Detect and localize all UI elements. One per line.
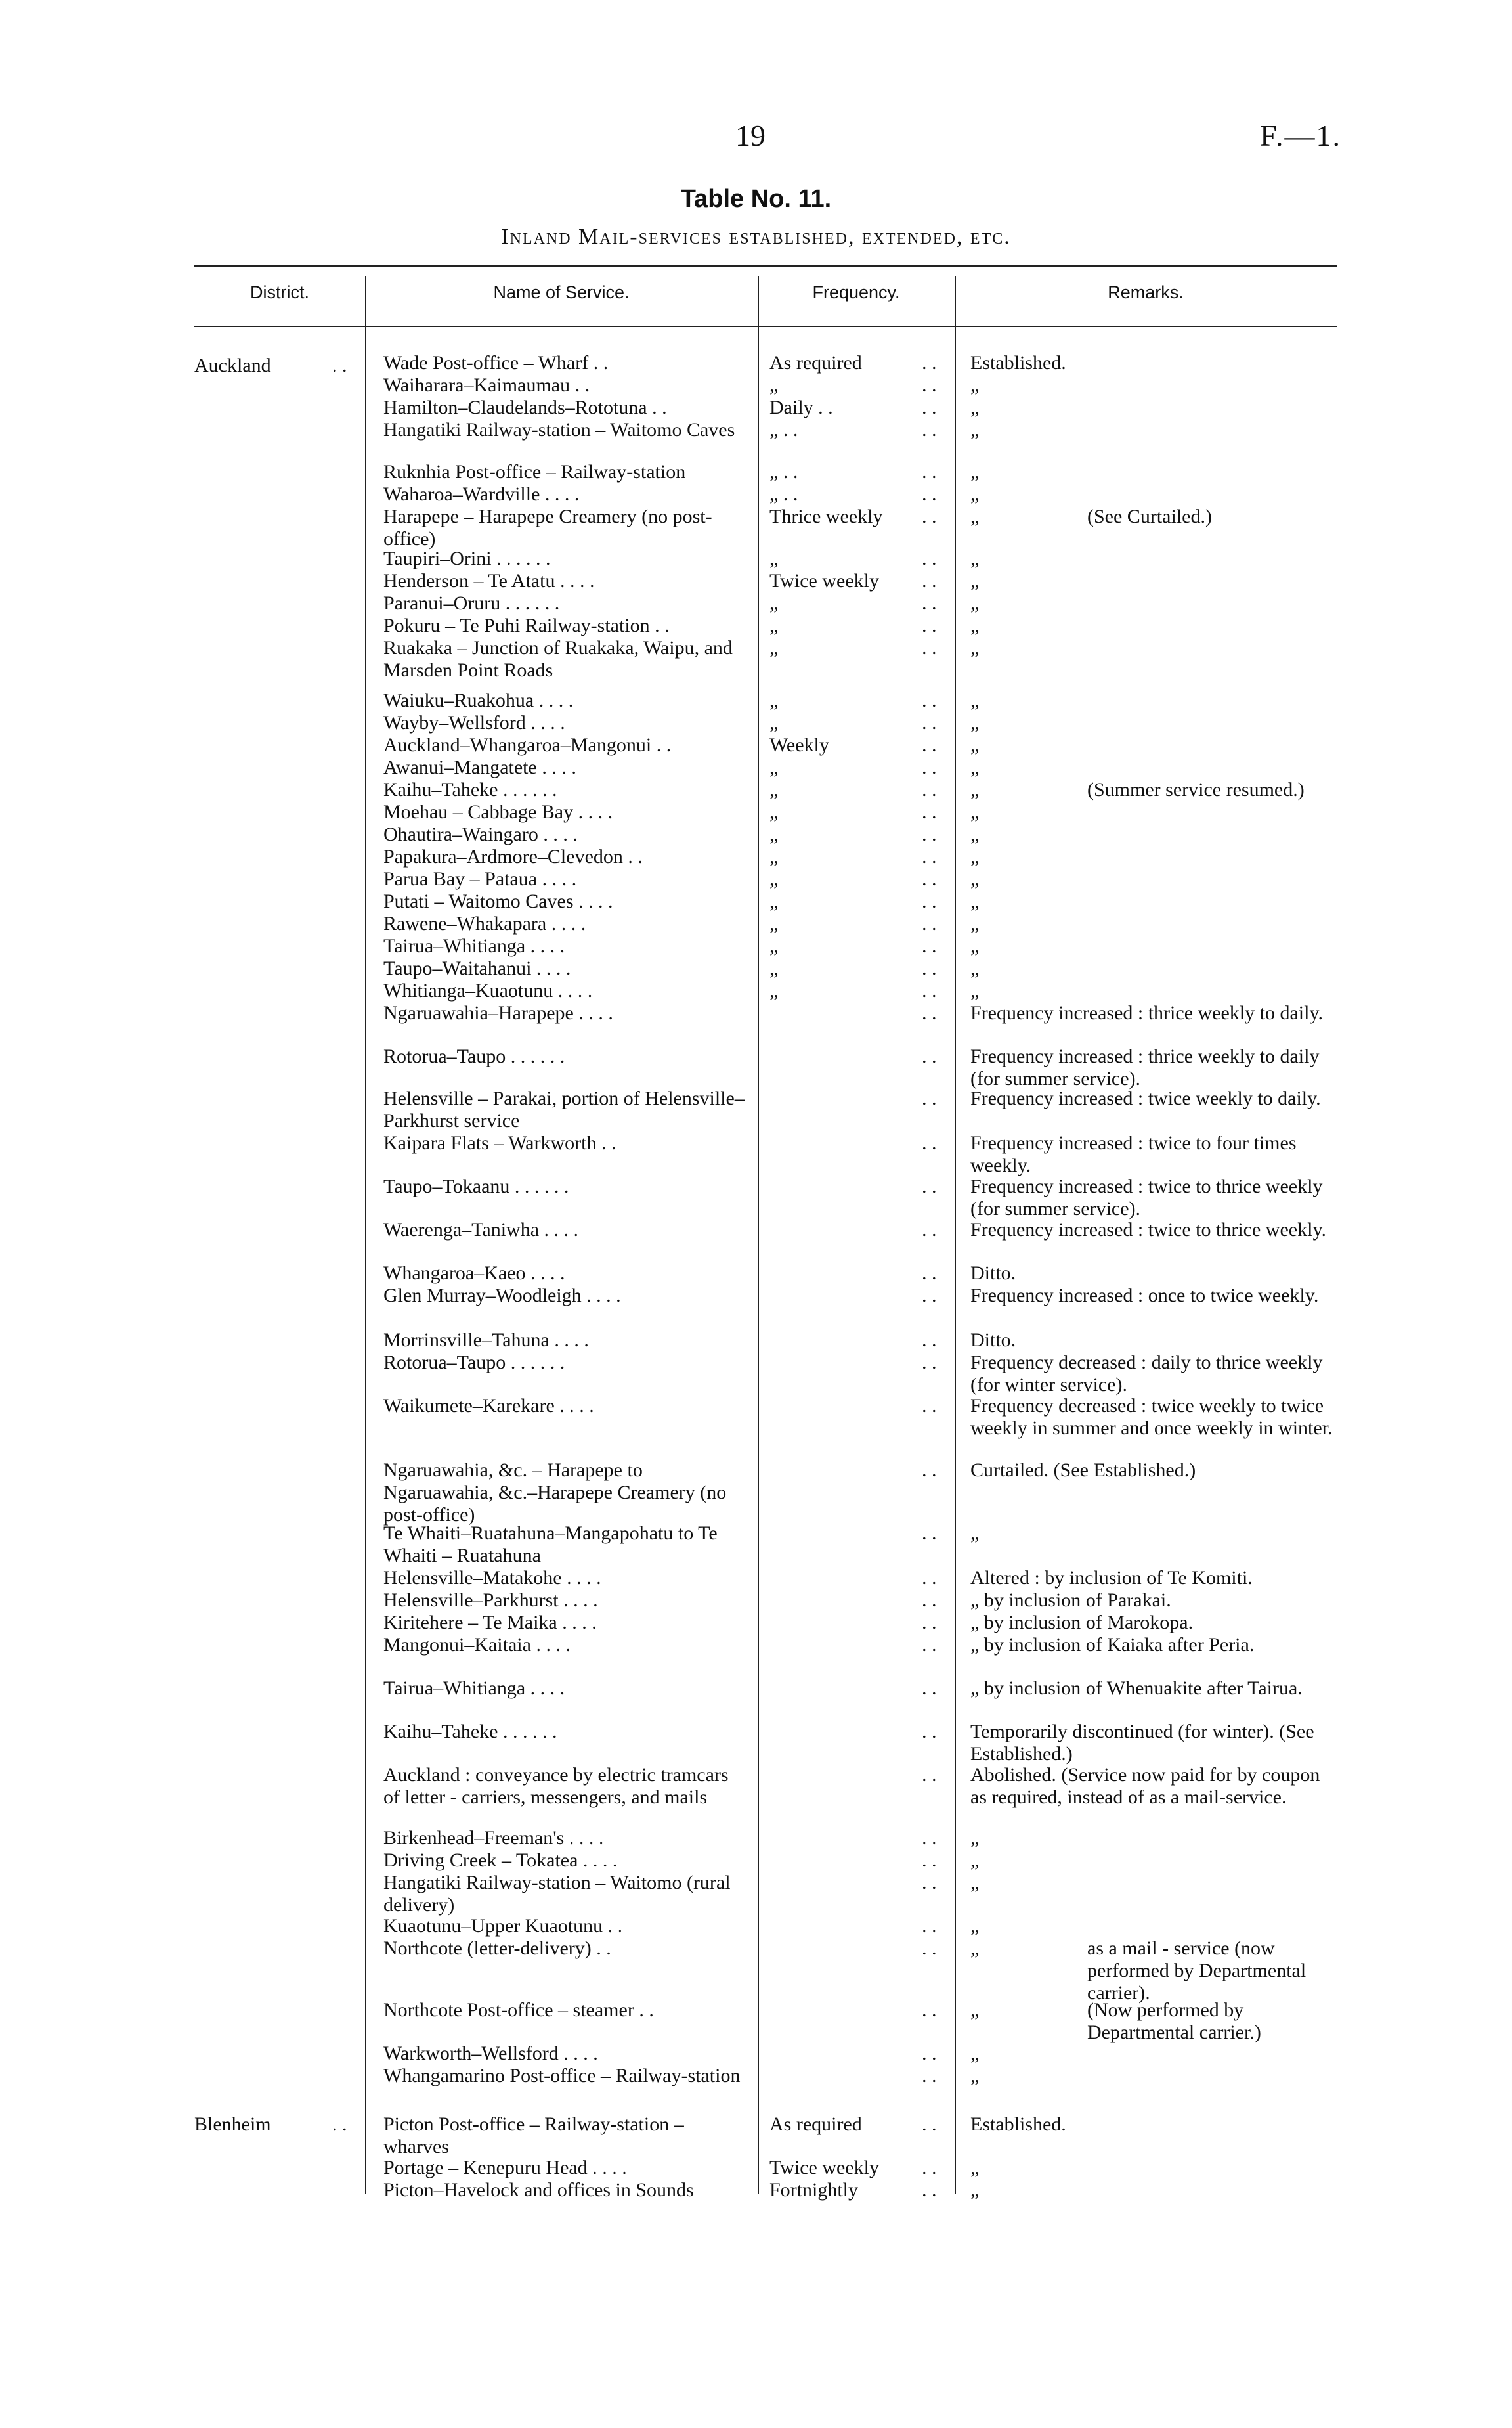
- service-name: Ngaruawahia, &c. – Harapepe to Ngaruawahia, &c.–Harapepe Creamery (no post-office): [383, 1459, 731, 1526]
- service-remarks: „: [970, 690, 980, 711]
- service-remarks: Frequency increased : twice weekly to daily.: [970, 1088, 1321, 1109]
- frequency-leader-dots: . .: [922, 824, 937, 845]
- service-frequency: „: [769, 846, 779, 868]
- service-name: Ngaruawahia–Harapepe . . . .: [383, 1002, 613, 1024]
- page-reference: F.—1.: [1260, 119, 1341, 152]
- service-remarks: „ by inclusion of Parakai.: [970, 1589, 1171, 1611]
- frequency-leader-dots: . .: [922, 1915, 937, 1937]
- service-remarks: Frequency decreased : daily to thrice weekly (for winter service).: [970, 1352, 1328, 1396]
- service-name: Auckland : conveyance by electric tramcars of letter - carriers, messengers, and mails: [383, 1764, 734, 1808]
- frequency-leader-dots: . .: [922, 1088, 937, 1109]
- service-remarks: „: [970, 757, 980, 778]
- service-name: Waerenga–Taniwha . . . .: [383, 1219, 579, 1241]
- service-frequency: „: [769, 935, 779, 957]
- service-remarks: Frequency increased : twice to thrice weekly.: [970, 1219, 1326, 1241]
- service-remarks: „: [970, 712, 980, 734]
- service-name: Taupo–Tokaanu . . . . . .: [383, 1176, 569, 1197]
- service-name: Kaihu–Taheke . . . . . .: [383, 779, 557, 801]
- service-frequency: As required: [769, 352, 862, 374]
- service-frequency: „: [769, 958, 779, 979]
- service-frequency: Twice weekly: [769, 2157, 879, 2178]
- service-name: Papakura–Ardmore–Clevedon . .: [383, 846, 643, 868]
- service-frequency: „ . .: [769, 461, 798, 483]
- service-remarks: „: [970, 1999, 980, 2021]
- column-divider-3: [955, 276, 956, 2194]
- service-name: Kiritehere – Te Maika . . . .: [383, 1612, 597, 1633]
- district-dots: . .: [332, 355, 347, 376]
- service-remarks: „: [970, 868, 980, 890]
- frequency-leader-dots: . .: [922, 397, 937, 418]
- service-name: Ruakaka – Junction of Ruakaka, Waipu, and Marsden Point Roads: [383, 637, 738, 681]
- header-district: District.: [250, 282, 309, 302]
- frequency-leader-dots: . .: [922, 1567, 937, 1589]
- frequency-leader-dots: . .: [922, 506, 937, 527]
- frequency-leader-dots: . .: [922, 1849, 937, 1871]
- service-name: Warkworth–Wellsford . . . .: [383, 2042, 598, 2064]
- frequency-leader-dots: . .: [922, 1046, 937, 1067]
- frequency-leader-dots: . .: [922, 1219, 937, 1241]
- service-name: Taupiri–Orini . . . . . .: [383, 548, 551, 569]
- service-remarks: „: [970, 824, 980, 845]
- frequency-leader-dots: . .: [922, 1827, 937, 1849]
- service-remarks: „: [970, 374, 980, 396]
- service-remarks: „ by inclusion of Marokopa.: [970, 1612, 1194, 1633]
- service-name: Helensville – Parakai, portion of Helensville–Parkhurst service: [383, 1088, 745, 1132]
- service-name: Awanui–Mangatete . . . .: [383, 757, 576, 778]
- frequency-leader-dots: . .: [922, 868, 937, 890]
- service-name: Rotorua–Taupo . . . . . .: [383, 1046, 565, 1067]
- service-name: Auckland–Whangaroa–Mangonui . .: [383, 734, 672, 756]
- frequency-leader-dots: . .: [922, 1262, 937, 1284]
- frequency-leader-dots: . .: [922, 1176, 937, 1197]
- frequency-leader-dots: . .: [922, 801, 937, 823]
- frequency-leader-dots: . .: [922, 1352, 937, 1373]
- frequency-leader-dots: . .: [922, 2065, 937, 2086]
- service-remarks: „: [970, 637, 980, 659]
- service-name: Kaipara Flats – Warkworth . .: [383, 1132, 616, 1154]
- service-remarks: „: [970, 1827, 980, 1849]
- service-remarks: „: [970, 483, 980, 505]
- service-name: Waiuku–Ruakohua . . . .: [383, 690, 574, 711]
- service-frequency: Daily . .: [769, 397, 833, 418]
- service-name: Henderson – Te Atatu . . . .: [383, 570, 595, 592]
- service-remarks: „: [970, 2065, 980, 2086]
- frequency-leader-dots: . .: [922, 548, 937, 569]
- remarks-note: as a mail - service (now performed by Departmental carrier).: [1087, 1937, 1311, 2004]
- service-name: Morrinsville–Tahuna . . . .: [383, 1329, 589, 1351]
- frequency-leader-dots: . .: [922, 1522, 937, 1544]
- service-frequency: „: [769, 824, 779, 845]
- service-name: Picton–Havelock and offices in Sounds: [383, 2179, 694, 2201]
- service-frequency: „: [769, 374, 779, 396]
- service-name: Driving Creek – Tokatea . . . .: [383, 1849, 618, 1871]
- service-name: Wayby–Wellsford . . . .: [383, 712, 565, 734]
- header-top-rule: [194, 265, 1337, 267]
- frequency-leader-dots: . .: [922, 352, 937, 374]
- frequency-leader-dots: . .: [922, 1677, 937, 1699]
- service-name: Portage – Kenepuru Head . . . .: [383, 2157, 627, 2178]
- header-remarks: Remarks.: [1108, 282, 1184, 302]
- frequency-leader-dots: . .: [922, 1872, 937, 1893]
- service-remarks: „: [970, 615, 980, 636]
- service-remarks: Ditto.: [970, 1329, 1016, 1351]
- frequency-leader-dots: . .: [922, 958, 937, 979]
- service-remarks: Frequency increased : twice to thrice weekly (for summer service).: [970, 1176, 1328, 1220]
- frequency-leader-dots: . .: [922, 1459, 937, 1481]
- service-remarks: „: [970, 779, 980, 801]
- service-name: Helensville–Matakohe . . . .: [383, 1567, 601, 1589]
- frequency-leader-dots: . .: [922, 1395, 937, 1417]
- service-remarks: „: [970, 734, 980, 756]
- service-frequency: Thrice weekly: [769, 506, 883, 527]
- service-name: Parua Bay – Pataua . . . .: [383, 868, 577, 890]
- service-name: Putati – Waitomo Caves . . . .: [383, 891, 613, 912]
- service-name: Whangamarino Post-office – Railway-station: [383, 2065, 741, 2086]
- remarks-note: (Now performed by Departmental carrier.): [1087, 1999, 1261, 2043]
- frequency-leader-dots: . .: [922, 891, 937, 912]
- service-name: Harapepe – Harapepe Creamery (no post-office): [383, 506, 712, 550]
- service-remarks: Curtailed. (See Established.): [970, 1459, 1196, 1481]
- column-divider-1: [365, 276, 366, 2194]
- service-remarks: „ by inclusion of Whenuakite after Tairua.: [970, 1677, 1303, 1699]
- service-remarks: „: [970, 1915, 980, 1937]
- frequency-leader-dots: . .: [922, 2179, 937, 2201]
- frequency-leader-dots: . .: [922, 2042, 937, 2064]
- service-name: Whitianga–Kuaotunu . . . .: [383, 980, 593, 1002]
- service-remarks: „: [970, 570, 980, 592]
- service-remarks: „: [970, 958, 980, 979]
- service-remarks: „: [970, 935, 980, 957]
- service-name: Northcote (letter-delivery) . .: [383, 1937, 611, 1959]
- frequency-leader-dots: . .: [922, 637, 937, 659]
- service-name: Paranui–Oruru . . . . . .: [383, 592, 560, 614]
- frequency-leader-dots: . .: [922, 779, 937, 801]
- frequency-leader-dots: . .: [922, 1285, 937, 1306]
- service-name: Hamilton–Claudelands–Rototuna . .: [383, 397, 667, 418]
- service-name: Rotorua–Taupo . . . . . .: [383, 1352, 565, 1373]
- service-remarks: „: [970, 2157, 980, 2178]
- frequency-leader-dots: . .: [922, 1764, 937, 1786]
- frequency-leader-dots: . .: [922, 2157, 937, 2178]
- service-remarks: „: [970, 1522, 980, 1544]
- service-name: Glen Murray–Woodleigh . . . .: [383, 1285, 621, 1306]
- service-name: Northcote Post-office – steamer . .: [383, 1999, 654, 2021]
- service-name: Kaihu–Taheke . . . . . .: [383, 1721, 557, 1742]
- service-name: Tairua–Whitianga . . . .: [383, 1677, 565, 1699]
- frequency-leader-dots: . .: [922, 1329, 937, 1351]
- service-remarks: „: [970, 891, 980, 912]
- service-remarks: Frequency increased : twice to four times weekly.: [970, 1132, 1301, 1176]
- frequency-leader-dots: . .: [922, 570, 937, 592]
- service-remarks: „: [970, 1872, 980, 1893]
- frequency-leader-dots: . .: [922, 374, 937, 396]
- service-frequency: „: [769, 548, 779, 569]
- service-frequency: „ . .: [769, 419, 798, 441]
- service-remarks: „: [970, 2042, 980, 2064]
- service-name: Waharoa–Wardville . . . .: [383, 483, 580, 505]
- service-remarks: „: [970, 461, 980, 483]
- frequency-leader-dots: . .: [922, 935, 937, 957]
- service-name: Birkenhead–Freeman's . . . .: [383, 1827, 604, 1849]
- service-name: Ruknhia Post-office – Railway-station: [383, 461, 686, 483]
- frequency-leader-dots: . .: [922, 461, 937, 483]
- district-name: Blenheim: [194, 2113, 271, 2135]
- frequency-leader-dots: . .: [922, 1589, 937, 1611]
- service-remarks: „: [970, 419, 980, 441]
- district-dots: . .: [332, 2113, 347, 2135]
- service-frequency: „ . .: [769, 483, 798, 505]
- frequency-leader-dots: . .: [922, 1634, 937, 1656]
- header-service: Name of Service.: [493, 282, 630, 302]
- frequency-leader-dots: . .: [922, 483, 937, 505]
- service-remarks: „: [970, 548, 980, 569]
- service-frequency: „: [769, 868, 779, 890]
- service-remarks: Established.: [970, 352, 1066, 374]
- table-subtitle: Inland Mail-services established, extended, etc.: [501, 225, 1011, 249]
- service-remarks: Altered : by inclusion of Te Komiti.: [970, 1567, 1253, 1589]
- service-frequency: „: [769, 637, 779, 659]
- service-remarks: Frequency increased : once to twice weekly.: [970, 1285, 1319, 1306]
- frequency-leader-dots: . .: [922, 1999, 937, 2021]
- frequency-leader-dots: . .: [922, 980, 937, 1002]
- frequency-leader-dots: . .: [922, 846, 937, 868]
- service-remarks: Established.: [970, 2113, 1066, 2135]
- service-name: Te Whaiti–Ruatahuna–Mangapohatu to Te Whaiti – Ruatahuna: [383, 1522, 722, 1566]
- service-remarks: „ by inclusion of Kaiaka after Peria.: [970, 1634, 1255, 1656]
- service-frequency: „: [769, 779, 779, 801]
- service-frequency: „: [769, 615, 779, 636]
- service-frequency: Twice weekly: [769, 570, 879, 592]
- service-name: Waikumete–Karekare . . . .: [383, 1395, 594, 1417]
- frequency-leader-dots: . .: [922, 1612, 937, 1633]
- service-name: Mangonui–Kaitaia . . . .: [383, 1634, 571, 1656]
- service-name: Hangatiki Railway-station – Waitomo (rural delivery): [383, 1872, 736, 1916]
- header-frequency: Frequency.: [812, 282, 900, 302]
- frequency-leader-dots: . .: [922, 615, 937, 636]
- service-remarks: „: [970, 397, 980, 418]
- service-frequency: „: [769, 690, 779, 711]
- frequency-leader-dots: . .: [922, 712, 937, 734]
- remarks-note: (See Curtailed.): [1087, 506, 1212, 527]
- service-frequency: „: [769, 757, 779, 778]
- service-remarks: „: [970, 913, 980, 935]
- frequency-leader-dots: . .: [922, 1721, 937, 1742]
- service-remarks: Abolished. (Service now paid for by coupon as required, instead of as a mail-service.: [970, 1764, 1325, 1808]
- frequency-leader-dots: . .: [922, 1002, 937, 1024]
- frequency-leader-dots: . .: [922, 913, 937, 935]
- service-remarks: „: [970, 1937, 980, 1959]
- service-frequency: As required: [769, 2113, 862, 2135]
- service-remarks: „: [970, 980, 980, 1002]
- service-remarks: Ditto.: [970, 1262, 1016, 1284]
- service-name: Tairua–Whitianga . . . .: [383, 935, 565, 957]
- service-remarks: Frequency increased : thrice weekly to daily.: [970, 1002, 1324, 1024]
- service-name: Waiharara–Kaimaumau . .: [383, 374, 590, 396]
- remarks-note: (Summer service resumed.): [1087, 779, 1305, 801]
- service-remarks: „: [970, 1849, 980, 1871]
- service-name: Picton Post-office – Railway-station – wharves: [383, 2113, 689, 2157]
- service-name: Rawene–Whakapara . . . .: [383, 913, 586, 935]
- service-name: Whangaroa–Kaeo . . . .: [383, 1262, 565, 1284]
- table-title: Table No. 11.: [680, 185, 832, 213]
- service-remarks: Frequency increased : thrice weekly to daily (for summer service).: [970, 1046, 1324, 1090]
- frequency-leader-dots: . .: [922, 757, 937, 778]
- service-frequency: „: [769, 891, 779, 912]
- service-remarks: „: [970, 846, 980, 868]
- district-name: Auckland: [194, 355, 271, 376]
- service-frequency: „: [769, 712, 779, 734]
- column-divider-2: [758, 276, 759, 2194]
- service-remarks: Temporarily discontinued (for winter). (See Established.): [970, 1721, 1320, 1765]
- service-name: Pokuru – Te Puhi Railway-station . .: [383, 615, 670, 636]
- service-name: Hangatiki Railway-station – Waitomo Caves: [383, 419, 735, 441]
- frequency-leader-dots: . .: [922, 2113, 937, 2135]
- service-name: Taupo–Waitahanui . . . .: [383, 958, 571, 979]
- service-frequency: „: [769, 801, 779, 823]
- service-name: Wade Post-office – Wharf . .: [383, 352, 609, 374]
- service-remarks: Frequency decreased : twice weekly to twice weekly in summer and once weekly in winter.: [970, 1395, 1333, 1439]
- service-name: Helensville–Parkhurst . . . .: [383, 1589, 598, 1611]
- service-remarks: „: [970, 2179, 980, 2201]
- frequency-leader-dots: . .: [922, 690, 937, 711]
- page-number: 19: [735, 119, 766, 152]
- frequency-leader-dots: . .: [922, 1132, 937, 1154]
- frequency-leader-dots: . .: [922, 419, 937, 441]
- service-remarks: „: [970, 592, 980, 614]
- frequency-leader-dots: . .: [922, 734, 937, 756]
- service-frequency: „: [769, 913, 779, 935]
- service-frequency: Weekly: [769, 734, 829, 756]
- service-name: Kuaotunu–Upper Kuaotunu . .: [383, 1915, 623, 1937]
- service-remarks: „: [970, 506, 980, 527]
- service-name: Ohautira–Waingaro . . . .: [383, 824, 578, 845]
- service-frequency: „: [769, 592, 779, 614]
- service-frequency: „: [769, 980, 779, 1002]
- service-remarks: „: [970, 801, 980, 823]
- service-frequency: Fortnightly: [769, 2179, 859, 2201]
- service-name: Moehau – Cabbage Bay . . . .: [383, 801, 613, 823]
- frequency-leader-dots: . .: [922, 592, 937, 614]
- frequency-leader-dots: . .: [922, 1937, 937, 1959]
